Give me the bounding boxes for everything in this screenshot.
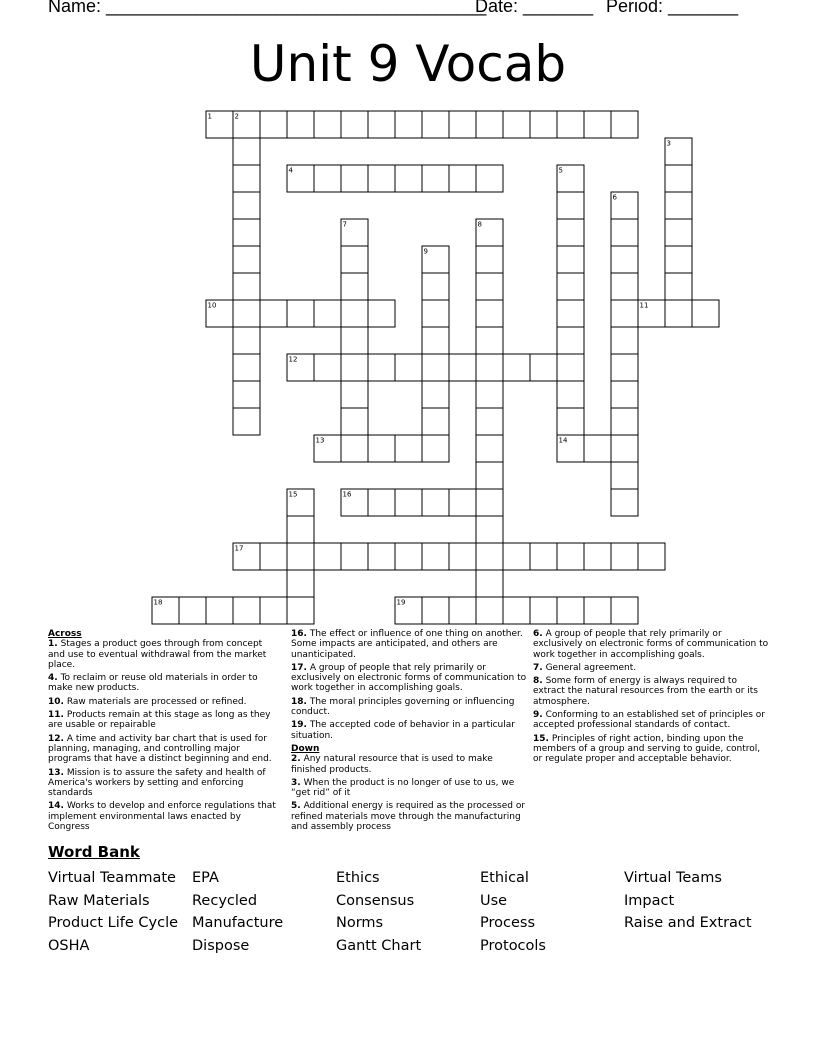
crossword-cell[interactable] <box>692 300 719 327</box>
crossword-cell[interactable] <box>557 246 584 273</box>
clue-number: 13 <box>315 436 325 445</box>
clue-number: 5 <box>558 166 563 175</box>
word-bank-column-1 <box>48 867 193 957</box>
crossword-cell[interactable] <box>557 354 584 381</box>
crossword-cell[interactable] <box>449 543 476 570</box>
crossword-cell[interactable] <box>584 435 611 462</box>
crossword-cell[interactable] <box>449 111 476 138</box>
crossword-cell[interactable] <box>503 543 530 570</box>
word-bank-item: Manufacture <box>192 915 284 932</box>
crossword-cell[interactable] <box>530 354 557 381</box>
clues-column-2 <box>291 629 527 835</box>
crossword-cell[interactable] <box>611 111 638 138</box>
crossword-cell[interactable] <box>233 408 260 435</box>
crossword-cell[interactable] <box>476 165 503 192</box>
crossword-cell[interactable] <box>395 165 422 192</box>
crossword-cell[interactable] <box>341 381 368 408</box>
crossword-cell[interactable] <box>179 597 206 624</box>
crossword-cell[interactable] <box>314 354 341 381</box>
crossword-cell[interactable] <box>665 192 692 219</box>
crossword-cell[interactable] <box>611 219 638 246</box>
clue-number: 8 <box>477 220 482 229</box>
clues-column-1 <box>48 629 276 835</box>
crossword-cell[interactable] <box>422 489 449 516</box>
crossword-cell[interactable] <box>476 489 503 516</box>
date-field[interactable]: Date: _______ <box>475 0 594 16</box>
word-bank-item: Consensus <box>336 892 415 909</box>
crossword-cell[interactable] <box>368 354 395 381</box>
crossword-cell[interactable] <box>368 300 395 327</box>
crossword-cell[interactable] <box>260 111 287 138</box>
word-bank-item: Raise and Extract <box>624 915 752 932</box>
clue-across-17: 17. A group of people that rely primarily or exclusively on electronic forms of communication to work together in accomplishing goals. <box>291 662 527 694</box>
crossword-cell[interactable] <box>341 273 368 300</box>
word-bank-item: Recycled <box>192 892 258 909</box>
period-field[interactable]: Period: _______ <box>606 0 739 16</box>
clue-down-5: 5. Additional energy is required as the processed or refined materials move through the manufacturing and assembly process <box>291 801 526 833</box>
word-bank-item: EPA <box>192 870 219 886</box>
crossword-cell[interactable] <box>233 165 260 192</box>
word-bank-column-5 <box>624 867 769 935</box>
crossword-cell[interactable] <box>476 273 503 300</box>
clue-across-13: 13. Mission is to assure the safety and health of America's workers by setting and enforcing standards <box>48 767 266 799</box>
clue-number: 7 <box>342 220 347 229</box>
crossword-cell[interactable] <box>449 489 476 516</box>
crossword-cell[interactable] <box>449 597 476 624</box>
word-bank-item: Norms <box>336 915 384 932</box>
crossword-cell[interactable] <box>368 543 395 570</box>
crossword-cell[interactable] <box>314 165 341 192</box>
clue-number: 16 <box>342 490 352 499</box>
crossword-cell[interactable] <box>611 543 638 570</box>
clue-across-16: 16. The effect or influence of one thing on another. Some impacts are anticipated, and others are unanticipated. <box>291 629 523 660</box>
crossword-cell[interactable] <box>611 435 638 462</box>
crossword-cell[interactable] <box>341 300 368 327</box>
word-bank-title: Word Bank <box>48 843 140 861</box>
crossword-cell[interactable] <box>503 354 530 381</box>
crossword-cell[interactable] <box>422 354 449 381</box>
clue-number: 6 <box>612 193 617 202</box>
crossword-cell[interactable] <box>395 543 422 570</box>
clue-number: 10 <box>207 301 217 310</box>
crossword-cell[interactable] <box>611 300 638 327</box>
crossword-cell[interactable] <box>341 354 368 381</box>
clue-number: 9 <box>423 247 428 256</box>
crossword-cell[interactable] <box>395 435 422 462</box>
crossword-cell[interactable] <box>233 138 260 165</box>
clue-across-4: 4. To reclaim or reuse old materials in order to make new products. <box>48 673 258 694</box>
crossword-cell[interactable] <box>341 543 368 570</box>
crossword-cell[interactable] <box>557 543 584 570</box>
clue-across-1: 1. Stages a product goes through from concept and use to eventual withdrawal from the market place. <box>48 639 267 670</box>
crossword-cell[interactable] <box>476 354 503 381</box>
crossword-cell[interactable] <box>557 597 584 624</box>
crossword-cell[interactable] <box>611 462 638 489</box>
crossword-cell[interactable] <box>233 354 260 381</box>
crossword-cell[interactable] <box>557 300 584 327</box>
crossword-cell[interactable] <box>422 597 449 624</box>
crossword-cell[interactable] <box>557 327 584 354</box>
clue-number: 1 <box>207 112 212 121</box>
word-bank-column-4 <box>480 867 625 957</box>
crossword-cell[interactable] <box>584 543 611 570</box>
crossword-cell[interactable] <box>206 597 233 624</box>
crossword-cell[interactable] <box>422 300 449 327</box>
crossword-cell[interactable] <box>449 354 476 381</box>
crossword-cell[interactable] <box>233 192 260 219</box>
clue-down-7: 7. General agreement. <box>533 662 637 673</box>
word-bank-item: Gantt Chart <box>336 937 422 954</box>
crossword-cell[interactable] <box>611 246 638 273</box>
crossword-cell[interactable] <box>476 570 503 597</box>
clue-across-10: 10. Raw materials are processed or refined. <box>48 696 247 707</box>
down-heading: Down <box>291 743 320 754</box>
crossword-cell[interactable] <box>260 543 287 570</box>
word-bank-column-3 <box>336 867 481 957</box>
crossword-cell[interactable] <box>422 327 449 354</box>
crossword-cell[interactable] <box>665 246 692 273</box>
clue-down-3: 3. When the product is no longer of use to us, we “get rid” of it <box>291 777 515 799</box>
crossword-cell[interactable] <box>233 246 260 273</box>
crossword-cell[interactable] <box>314 543 341 570</box>
word-bank-item: Virtual Teams <box>624 870 722 886</box>
crossword-cell[interactable] <box>503 111 530 138</box>
crossword-cell[interactable] <box>611 354 638 381</box>
crossword-cell[interactable] <box>611 327 638 354</box>
crossword-cell[interactable] <box>233 273 260 300</box>
crossword-cell[interactable] <box>233 219 260 246</box>
crossword-cell[interactable] <box>314 111 341 138</box>
crossword-cell[interactable] <box>422 408 449 435</box>
crossword-cell[interactable] <box>422 111 449 138</box>
crossword-cell[interactable] <box>611 489 638 516</box>
crossword-cell[interactable] <box>530 597 557 624</box>
clue-across-11: 11. Products remain at this stage as long as they are usable or repairable <box>48 710 271 731</box>
crossword-cell[interactable] <box>476 111 503 138</box>
word-bank-column-2 <box>192 867 337 957</box>
clue-across-12: 12. A time and activity bar chart that is used for planning, managing, and controlling major programs that have a distinct beginning and end. <box>48 733 272 765</box>
crossword-cell[interactable] <box>557 111 584 138</box>
clue-number: 15 <box>288 490 298 499</box>
clue-number: 14 <box>558 436 568 445</box>
clue-number: 19 <box>396 598 406 607</box>
crossword-cell[interactable] <box>422 165 449 192</box>
clue-down-15: 15. Principles of right action, binding upon the members of a group and serving to guide, control, or regulate proper and acceptable behavior. <box>533 733 761 765</box>
crossword-cell[interactable] <box>233 597 260 624</box>
word-bank-item: Protocols <box>480 937 546 954</box>
crossword-cell[interactable] <box>287 300 314 327</box>
clue-number: 17 <box>234 544 244 553</box>
across-heading: Across <box>48 629 82 639</box>
clue-down-9: 9. Conforming to an established set of principles or accepted professional standards of contact. <box>533 710 766 731</box>
crossword-cell[interactable] <box>476 543 503 570</box>
crossword-cell[interactable] <box>584 111 611 138</box>
crossword-cell[interactable] <box>287 111 314 138</box>
crossword-cell[interactable] <box>476 597 503 624</box>
word-bank-item: Ethical <box>480 870 529 886</box>
clue-down-2: 2. Any natural resource that is used to make finished products. <box>291 754 493 775</box>
page-title: Unit 9 Vocab <box>249 35 567 93</box>
crossword-cell[interactable] <box>341 246 368 273</box>
crossword-cell[interactable] <box>422 273 449 300</box>
crossword-cell[interactable] <box>341 408 368 435</box>
crossword-cell[interactable] <box>557 381 584 408</box>
crossword-cell[interactable] <box>557 408 584 435</box>
crossword-cell[interactable] <box>476 462 503 489</box>
crossword-cell[interactable] <box>260 300 287 327</box>
crossword-cell[interactable] <box>233 300 260 327</box>
crossword-cell[interactable] <box>341 327 368 354</box>
crossword-cell[interactable] <box>422 543 449 570</box>
crossword-cell[interactable] <box>287 543 314 570</box>
crossword-cell[interactable] <box>368 489 395 516</box>
crossword-cell[interactable] <box>476 300 503 327</box>
word-bank-item: Process <box>480 915 536 932</box>
clue-across-18: 18. The moral principles governing or influencing conduct. <box>291 696 515 718</box>
word-bank-item: Ethics <box>336 870 380 886</box>
word-bank-item: Raw Materials <box>48 892 150 909</box>
crossword-cell[interactable] <box>395 354 422 381</box>
crossword-cell[interactable] <box>665 165 692 192</box>
crossword-cell[interactable] <box>395 111 422 138</box>
crossword-cell[interactable] <box>314 300 341 327</box>
crossword-cell[interactable] <box>611 597 638 624</box>
crossword-cell[interactable] <box>611 408 638 435</box>
crossword-cell[interactable] <box>368 111 395 138</box>
crossword-cell[interactable] <box>287 570 314 597</box>
crossword-cell[interactable] <box>341 435 368 462</box>
crossword-cell[interactable] <box>476 516 503 543</box>
crossword-cell[interactable] <box>665 219 692 246</box>
crossword-cell[interactable] <box>476 381 503 408</box>
crossword-cell[interactable] <box>638 543 665 570</box>
crossword-cell[interactable] <box>665 273 692 300</box>
crossword-cell[interactable] <box>449 165 476 192</box>
crossword-cell[interactable] <box>287 516 314 543</box>
crossword-cell[interactable] <box>530 111 557 138</box>
clue-number: 4 <box>288 166 293 175</box>
crossword-cell[interactable] <box>476 408 503 435</box>
crossword-cell[interactable] <box>557 219 584 246</box>
word-bank-item: OSHA <box>48 937 90 954</box>
name-field[interactable]: Name: ______________________________________ <box>48 0 487 16</box>
crossword-cell[interactable] <box>584 597 611 624</box>
crossword-cell[interactable] <box>422 381 449 408</box>
crossword-cell[interactable] <box>422 435 449 462</box>
crossword-cell[interactable] <box>233 381 260 408</box>
crossword-cell[interactable] <box>611 273 638 300</box>
clue-number: 12 <box>288 355 298 364</box>
clue-across-14: 14. Works to develop and enforce regulations that implement environmental laws enacted by Congress <box>48 801 276 833</box>
word-bank-item: Virtual Teammate <box>48 870 176 886</box>
crossword-cell[interactable] <box>476 246 503 273</box>
crossword-cell[interactable] <box>476 435 503 462</box>
clue-number: 2 <box>234 112 239 121</box>
word-bank-item: Impact <box>624 892 675 909</box>
word-bank-item: Dispose <box>192 937 250 954</box>
crossword-cell[interactable] <box>530 543 557 570</box>
crossword-cell[interactable] <box>611 381 638 408</box>
crossword-cell[interactable] <box>503 597 530 624</box>
crossword-cell[interactable] <box>341 165 368 192</box>
clue-number: 18 <box>153 598 163 607</box>
crossword-cell[interactable] <box>233 327 260 354</box>
clue-number: 11 <box>639 301 649 310</box>
crossword-cell[interactable] <box>557 192 584 219</box>
clue-down-8: 8. Some form of energy is always required to extract the natural resources from the earth or its atmosphere. <box>533 676 758 707</box>
crossword-cell[interactable] <box>557 273 584 300</box>
clue-across-19: 19. The accepted code of behavior in a particular situation. <box>291 720 515 741</box>
crossword-cell[interactable] <box>395 489 422 516</box>
crossword-cell[interactable] <box>665 300 692 327</box>
clues-column-3 <box>533 629 769 768</box>
crossword-cell[interactable] <box>287 597 314 624</box>
word-bank-item: Use <box>480 892 508 909</box>
clue-number: 3 <box>666 139 671 148</box>
crossword-cell[interactable] <box>341 111 368 138</box>
clue-down-6: 6. A group of people that rely primarily or exclusively on electronic forms of communication to work together in accomplishing goals. <box>533 629 769 660</box>
crossword-cell[interactable] <box>260 597 287 624</box>
crossword-cell[interactable] <box>476 327 503 354</box>
crossword-cell[interactable] <box>368 165 395 192</box>
word-bank-item: Product Life Cycle <box>48 915 179 932</box>
crossword-cell[interactable] <box>368 435 395 462</box>
